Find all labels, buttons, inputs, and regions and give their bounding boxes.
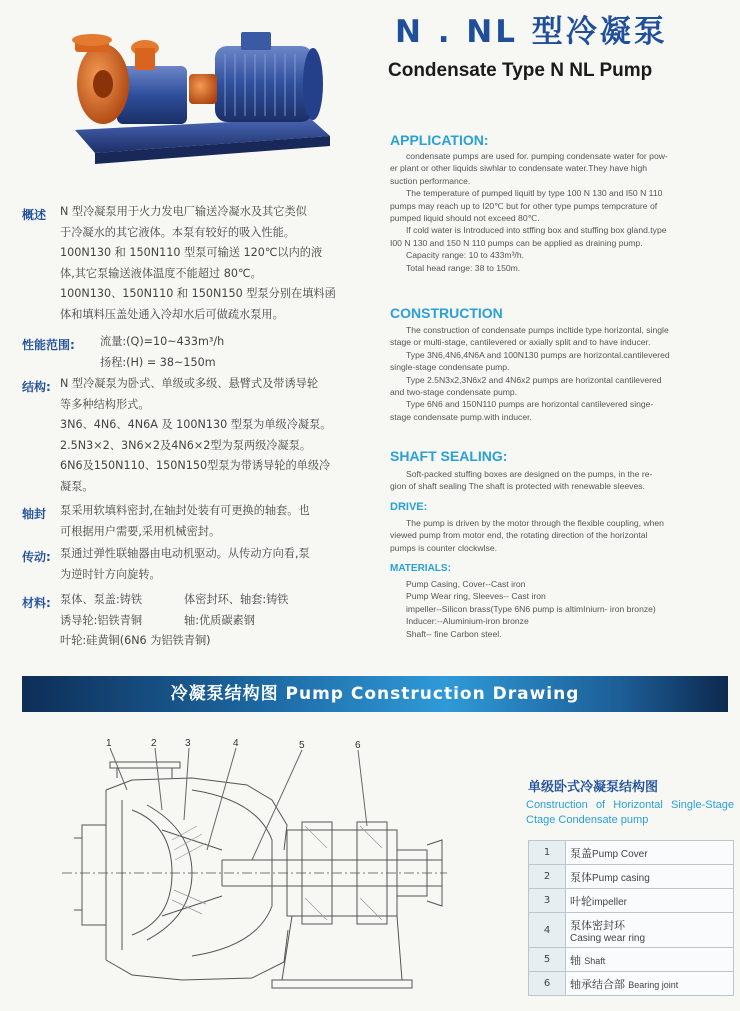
- part-name-cn: 泵盖: [570, 846, 592, 860]
- shaft-sealing-heading: SHAFT SEALING:: [390, 448, 508, 464]
- part-name-en: Pump casing: [592, 872, 650, 884]
- part-number: 5: [529, 948, 566, 972]
- structure-label: 结构:: [22, 380, 51, 394]
- overview-label: 概述: [22, 208, 47, 222]
- text-line: Soft-packed stuffing boxes are designed on the pumps, in the re-: [406, 469, 653, 479]
- page-title-cn: N . NL 型冷凝泵: [395, 14, 668, 50]
- part-description: [566, 948, 734, 972]
- text-line: Type 6N6 and 150N110 pumps are horizontal cantilevered singe-: [406, 399, 654, 410]
- part-name-cn: 轴: [570, 953, 581, 967]
- text-line: 可根据用户需要,采用机械密封。: [60, 524, 221, 538]
- legend-title-en: Construction of Horizontal Single-Stage Ctage Condensate pump: [526, 799, 734, 826]
- table-row: [529, 865, 734, 889]
- text-line: N 型冷凝泵为卧式、单级或多级、悬臂式及带诱导轮: [60, 377, 319, 390]
- text-line: 100N130 和 150N110 型泵可输送 120℃以内的液: [60, 246, 323, 259]
- legend-title-cn: 单级卧式冷凝泵结构图: [528, 780, 659, 795]
- construction-text: [390, 324, 730, 423]
- overview-text: [60, 202, 336, 325]
- part-name-en: Shaft: [584, 955, 606, 966]
- text-line: 等多种结构形式。: [60, 397, 150, 411]
- part-number: 2: [529, 865, 566, 889]
- text-line: 凝泵。: [60, 479, 94, 493]
- text-line: suction performance.: [390, 175, 471, 186]
- callout-label: 3: [185, 738, 191, 749]
- text-line: pumped liquid should not exceed 80℃.: [390, 213, 540, 224]
- drive-text-cn: [60, 544, 310, 585]
- application-text: [390, 150, 730, 274]
- text-line: 100N130、150N110 和 150N150 型泵分别在填料函: [60, 287, 336, 300]
- text-line: 泵通过弹性联轴器由电动机驱动。从传动方向看,泵: [60, 547, 310, 560]
- text-line: 体,其它泵输送液体温度不能超过 80℃。: [60, 266, 262, 280]
- callout-label: 2: [151, 738, 157, 749]
- text-line: er plant or other liquids siwhlar to condensate water.They have high: [390, 163, 648, 174]
- part-name-cn: 叶轮: [570, 894, 592, 908]
- text-line: and two-stage condensate pump.: [390, 387, 518, 398]
- callout-label: 5: [299, 740, 305, 751]
- text-line: condensate pumps are used for. pumping condensate water for pow-: [406, 151, 668, 161]
- text-line: 泵体、泵盖:铸铁: [60, 593, 143, 606]
- text-line: Capacity range: 10 to 433m³/h.: [406, 250, 524, 261]
- text-line: impeller--Silicon brass(Type 6N6 pump is altimIniurn- iron bronze): [406, 603, 656, 614]
- shaft-sealing-text: [390, 468, 730, 493]
- text-line: The pump is driven by the motor through the flexible coupling, when: [406, 518, 664, 528]
- text-line: N 型冷凝泵用于火力发电厂输送冷凝水及其它类似: [60, 205, 307, 218]
- text-line: pumps may reach up to I20℃ but for other type pumps tempcrature of: [390, 200, 658, 211]
- text-line: 于冷凝水的其它液体。本泵有较好的吸入性能。: [60, 225, 295, 239]
- text-line: viewed pump from motor end, the rotating direction of the horizontal: [390, 530, 648, 541]
- seal-text: [60, 501, 310, 542]
- text-line: The temperature of pumped liquitl by type 100 N 130 and I50 N 110: [406, 188, 663, 199]
- table-row: [529, 889, 734, 913]
- drive-label: 传动:: [22, 550, 51, 564]
- callout-label: 4: [233, 738, 239, 749]
- table-row: [529, 948, 734, 972]
- structure-text: [60, 374, 331, 497]
- text-line: stage or multi-stage, cantilevered or axially split and to have inducer.: [390, 337, 651, 348]
- part-name-cn: 泵体密封环: [570, 918, 625, 932]
- part-number: 3: [529, 889, 566, 913]
- materials-col2: [184, 590, 288, 631]
- text-line: Shaft-- fine Carbon steel.: [406, 628, 502, 639]
- page-title-en: Condensate Type N NL Pump: [388, 60, 653, 81]
- text-line: 3N6、4N6、4N6A 及 100N130 型泵为单级冷凝泵。: [60, 418, 332, 431]
- materials-heading: MATERIALS:: [390, 563, 451, 574]
- text-line: single-stage condensate pump.: [390, 362, 510, 373]
- part-description: [566, 972, 734, 996]
- text-line: 泵采用软填料密封,在轴封处装有可更换的轴套。也: [60, 504, 310, 517]
- table-row: [529, 913, 734, 948]
- part-name-en: Casing wear ring: [570, 932, 646, 944]
- performance-text: [100, 332, 224, 373]
- text-line: 叶轮:硅黄铜(6N6 为铝铁青铜): [60, 634, 211, 647]
- pump-photo: [55, 18, 345, 168]
- materials-text: [390, 578, 730, 640]
- table-row: [529, 841, 734, 865]
- materials-label-cn: 材料:: [22, 596, 51, 610]
- part-name-cn: 泵体: [570, 870, 592, 884]
- text-line: 体密封环、轴套:铸铁: [184, 593, 289, 606]
- text-line: If cold water is Introduced into stffing box and stuffing box gland.type: [406, 225, 667, 236]
- part-description: [566, 841, 734, 865]
- part-number: 6: [529, 972, 566, 996]
- part-number: 4: [529, 913, 566, 948]
- section-banner-text: 冷凝泵结构图 Pump Construction Drawing: [170, 684, 580, 704]
- text-line: pumps is counter clockwlse.: [390, 542, 497, 553]
- construction-drawing: [22, 730, 462, 1000]
- text-line: I00 N 130 and 150 N 110 pumps can be applied as draining pump.: [390, 237, 643, 248]
- part-description: [566, 889, 734, 913]
- part-name-en: Bearing joint: [628, 979, 679, 990]
- callout-label: 1: [106, 738, 112, 749]
- text-line: 流量:(Q)=10~433m³/h: [100, 335, 225, 348]
- text-line: 为逆时针方向旋转。: [60, 567, 161, 581]
- part-number: 1: [529, 841, 566, 865]
- text-line: Type 2.5N3x2,3N6x2 and 4N6x2 pumps are horizontal cantilevered: [406, 374, 662, 385]
- drive-heading: DRIVE:: [390, 501, 428, 513]
- construction-heading: CONSTRUCTION: [390, 305, 503, 321]
- text-line: 体和填料压盖处通入冷却水后可做疏水泵用。: [60, 307, 284, 321]
- text-line: gion of shaft sealing The shaft is protected with renewable sleeves.: [390, 481, 645, 492]
- text-line: stage condensate pump.with inducer.: [390, 411, 532, 422]
- part-description: [566, 865, 734, 889]
- text-line: Type 3N6,4N6,4N6A and 100N130 pumps are horizontal.cantilevered: [406, 349, 670, 360]
- drive-text: [390, 517, 730, 554]
- callout-label: 6: [355, 740, 361, 751]
- text-line: The construction of condensate pumps incltide type horizontal, single: [406, 325, 669, 335]
- performance-label: 性能范围:: [22, 338, 75, 352]
- text-line: Pump Wear ring, Sleeves-- Cast iron: [406, 591, 546, 602]
- application-heading: APPLICATION:: [390, 132, 489, 148]
- part-name-cn: 轴承结合部: [570, 977, 625, 991]
- part-description: [566, 913, 734, 948]
- text-line: 2.5N3×2、3N6×2及4N6×2型为泵两级冷凝泵。: [60, 438, 312, 452]
- text-line: 扬程:(H) = 38~150m: [100, 355, 216, 369]
- table-row: [529, 972, 734, 996]
- text-line: Total head range: 38 to 150m.: [406, 262, 521, 273]
- parts-table: [528, 840, 734, 996]
- text-line: Pump Casing, Cover--Cast iron: [406, 579, 526, 589]
- seal-label: 轴封: [22, 507, 47, 521]
- text-line: 诱导轮:铝铁青铜: [60, 613, 143, 627]
- part-name-en: Pump Cover: [592, 848, 648, 860]
- part-name-en: impeller: [592, 896, 628, 908]
- text-line: 轴:优质碳素钢: [184, 613, 255, 627]
- text-line: 6N6及150N110、150N150型泵为带诱导轮的单级冷: [60, 459, 331, 472]
- text-line: Inducer:--Aluminium-iron bronze: [406, 616, 529, 627]
